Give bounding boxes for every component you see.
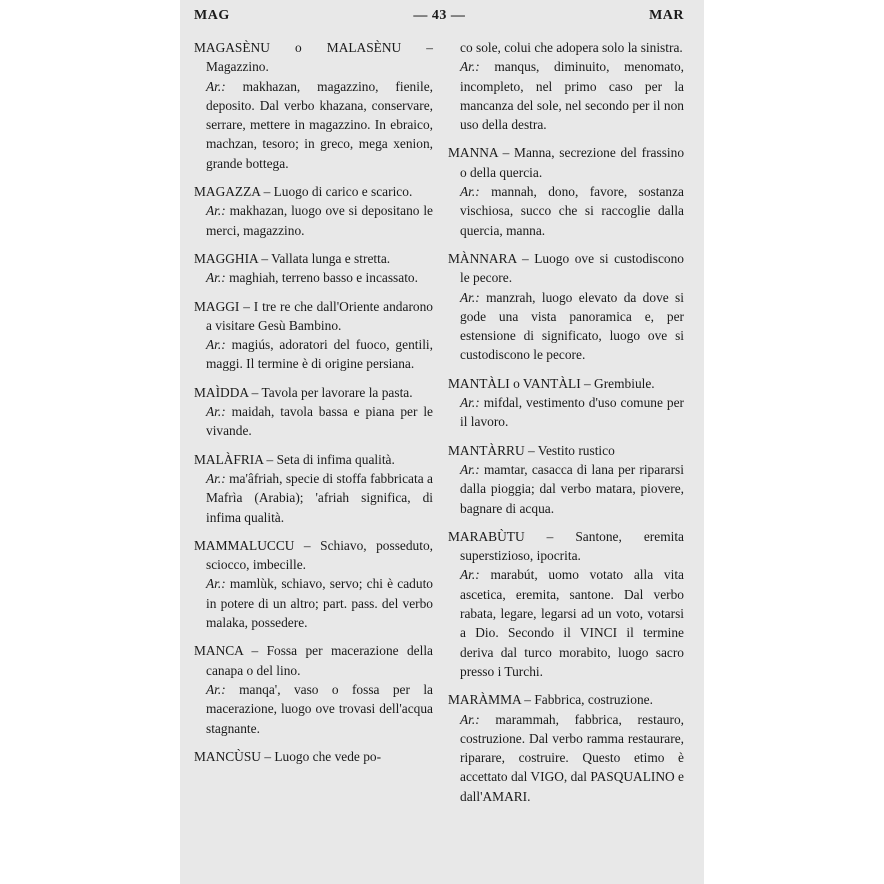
etymology-text: ma'âfriah, specie di stoffa fabbricata a Mafrìa (Arabia); 'afriah significa, di infima qualità. <box>206 470 433 525</box>
etymology-text: manqus, diminuito, menomato, incompleto, nel primo caso per la mancanza del sole, nel secondo per il non uso della destra. <box>460 59 684 133</box>
etymology-text: mamlùk, schiavo, servo; chi è caduto in potere di un altro; part. pass. del verbo malaka, possedere. <box>206 576 433 631</box>
arabic-label: Ar.: <box>460 567 480 583</box>
term-separator: – <box>516 250 535 266</box>
arabic-label: Ar.: <box>206 337 226 353</box>
entry-term: MANTÀRRU <box>448 442 525 458</box>
left-column <box>194 38 433 775</box>
arabic-label: Ar.: <box>206 78 226 94</box>
continuation-etymology <box>460 57 684 134</box>
entry-definition: Seta di infima qualità. <box>276 451 395 467</box>
term-separator: – <box>401 40 434 55</box>
continuation-text: co sole, colui che adopera solo la sinistra. <box>460 40 683 55</box>
dictionary-entry <box>194 297 433 374</box>
etymology-text: makhazan, magazzino, fienile, deposito. Dal verbo khazana, conservare, serrare, mettere in magazzino. In ebraico, machzan, tesoro; in greco, mega xenion, grande bottega. <box>206 78 433 171</box>
dictionary-entry <box>194 249 433 288</box>
etymology-text: mamtar, casacca di lana per ripararsi dalla pioggia; dal verbo matara, piovere, bagnare di acqua. <box>460 461 684 516</box>
entry-etymology <box>460 710 684 806</box>
etymology-text: manqa', vaso o fossa per la macerazione, luogo ove trovasi dell'acqua stagnante. <box>206 681 433 736</box>
entry-definition: Luogo che vede po- <box>274 748 382 764</box>
entry-term: MARÀMMA <box>448 692 521 708</box>
entry-definition: Tavola per lavorare la pasta. <box>261 384 413 400</box>
etymology-text: makhazan, luogo ove si depositano le merci, magazzino. <box>206 203 433 238</box>
entry-etymology <box>460 565 684 681</box>
term-separator: – <box>239 298 254 314</box>
entry-term: MALÀFRIA <box>194 451 264 467</box>
entry-definition: Schiavo, posseduto, sciocco, imbecille. <box>206 537 434 573</box>
right-column <box>448 38 684 815</box>
dictionary-entry <box>194 450 433 527</box>
etymology-text: mifdal, vestimento d'uso comune per il lavoro. <box>460 395 684 430</box>
entry-term: MANNA <box>448 145 498 161</box>
term-separator: – <box>260 184 274 200</box>
dictionary-entry <box>448 527 684 681</box>
entry-definition: Vestito rustico <box>537 442 615 458</box>
entry-definition: Luogo ove si custodiscono le pecore. <box>460 250 684 286</box>
arabic-label: Ar.: <box>460 59 480 75</box>
entry-definition: Vallata lunga e stretta. <box>271 250 391 266</box>
dictionary-entry <box>194 38 433 173</box>
dictionary-entry <box>448 249 684 365</box>
entry-etymology <box>206 77 433 173</box>
entry-etymology <box>460 288 684 365</box>
entry-term: MAGASÈNU o MALASÈNU <box>194 40 402 55</box>
arabic-label: Ar.: <box>460 461 480 477</box>
entry-term: MANTÀLI o VANTÀLI <box>448 375 581 391</box>
term-separator: – <box>294 537 321 553</box>
header-left: MAG <box>194 8 230 23</box>
dictionary-entry <box>194 182 433 240</box>
etymology-text: mannah, dono, favore, sostanza vischiosa, succo che si raccoglie dalla quercia, manna. <box>460 184 684 238</box>
entry-definition: Grembiule. <box>594 375 655 391</box>
entry-etymology <box>460 460 684 518</box>
entry-etymology <box>206 680 433 738</box>
entry-etymology <box>206 402 433 441</box>
term-separator: – <box>524 528 576 544</box>
entry-definition: Fossa per macerazione della canapa o del lino. <box>206 643 433 678</box>
dictionary-entry <box>194 383 433 441</box>
entry-etymology <box>206 574 433 632</box>
term-separator: – <box>524 442 538 458</box>
entry-term: MAGAZZA <box>194 184 261 200</box>
continued-entry <box>448 38 684 134</box>
entry-etymology <box>206 469 433 527</box>
etymology-text: manzrah, luogo elevato da dove si gode una vista panoramica e, per estensione di significato, luogo ove si custodiscono le pecore. <box>460 289 684 363</box>
header-right: MAR <box>649 8 684 23</box>
entry-etymology <box>460 182 684 240</box>
term-separator: – <box>248 384 262 400</box>
dictionary-entry <box>448 143 684 239</box>
entry-term: MÀNNARA <box>448 250 517 266</box>
entry-term: MAGGI <box>194 298 240 314</box>
page-header <box>194 8 684 24</box>
arabic-label: Ar.: <box>206 681 226 697</box>
entry-term: MAGGHIA <box>194 250 258 266</box>
entry-term: MAMMALUCCU <box>194 537 295 553</box>
arabic-label: Ar.: <box>206 270 226 286</box>
entry-term: MARABÙTU <box>448 528 525 544</box>
etymology-text: maghiah, terreno basso e incassato. <box>229 270 418 286</box>
arabic-label: Ar.: <box>206 470 226 486</box>
entry-term: MAÌDDA <box>194 384 249 400</box>
term-separator: – <box>497 145 515 161</box>
arabic-label: Ar.: <box>206 576 226 592</box>
entry-etymology <box>460 393 684 432</box>
entry-definition: I tre re che dall'Oriente andarono a visitare Gesù Bambino. <box>206 298 433 333</box>
entry-definition: Luogo di carico e scarico. <box>273 184 413 200</box>
term-separator: – <box>520 692 535 708</box>
term-separator: – <box>263 451 277 467</box>
entry-definition: Santone, eremita superstizioso, ipocrita. <box>460 528 685 564</box>
etymology-text: marammah, fabbrica, restauro, costruzione. Dal verbo ramma restaurare, riparare, costruire. Questo etimo è accettato dal VIGO, dal PASQUALINO e dall'AMARI. <box>460 711 684 804</box>
entry-term: MANCA <box>194 643 244 659</box>
arabic-label: Ar.: <box>460 711 480 727</box>
entry-definition: Fabbrica, costruzione. <box>534 692 653 708</box>
entry-definition: Manna, secrezione del frassino o della quercia. <box>460 145 685 180</box>
book-page <box>180 0 704 884</box>
arabic-label: Ar.: <box>460 289 480 305</box>
etymology-text: marabút, uomo votato alla vita ascetica, eremita, santone. Dal verbo rabata, legare, legarsi ad un voto, votarsi a Dio. Secondo il VINCI il termine deriva dal turco morabito, luogo sacro presso i Turchi. <box>460 567 684 679</box>
dictionary-entry <box>194 536 433 632</box>
dictionary-entry <box>194 747 433 766</box>
entry-etymology <box>206 201 433 240</box>
term-separator: – <box>257 250 272 266</box>
arabic-label: Ar.: <box>206 203 226 219</box>
entry-etymology <box>206 335 433 374</box>
term-separator: – <box>243 643 267 659</box>
dictionary-entry <box>194 641 433 737</box>
dictionary-entry <box>448 690 684 806</box>
term-separator: – <box>580 375 595 391</box>
entry-definition: Magazzino. <box>206 59 269 75</box>
entry-term: MANCÙSU <box>194 748 261 764</box>
dictionary-entry <box>448 441 684 518</box>
etymology-text: magiús, adoratori del fuoco, gentili, maggi. Il termine è di origine persiana. <box>206 337 433 372</box>
arabic-label: Ar.: <box>460 184 480 200</box>
entry-etymology <box>206 268 433 287</box>
term-separator: – <box>260 748 275 764</box>
arabic-label: Ar.: <box>460 395 480 411</box>
arabic-label: Ar.: <box>206 404 226 420</box>
page-number: — 43 — <box>413 8 466 23</box>
dictionary-entry <box>448 374 684 432</box>
etymology-text: maidah, tavola bassa e piana per le vivande. <box>206 404 433 439</box>
